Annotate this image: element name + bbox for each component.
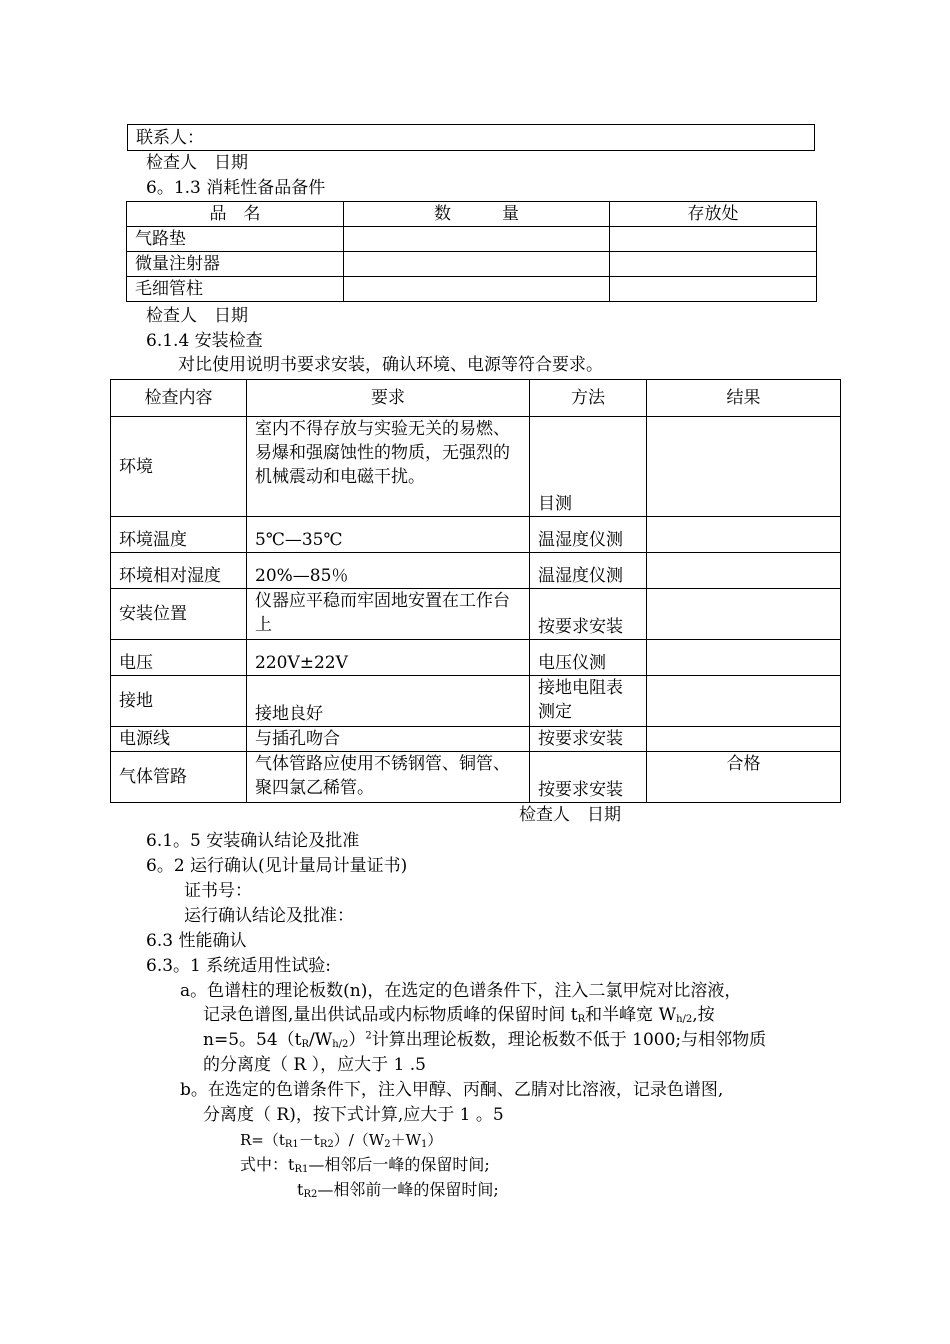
install-row-item: 接地 — [111, 676, 247, 727]
subscript: h/2 — [676, 1014, 693, 1025]
spares-row-location — [610, 252, 817, 277]
certificate-number: 证书号： — [184, 881, 252, 901]
install-row-item: 气体管路 — [111, 752, 247, 803]
where-line-1 — [240, 1154, 490, 1176]
spares-row-name: 气路垫 — [127, 227, 344, 252]
superscript: 2 — [365, 1030, 372, 1042]
section-6-3-title: 6.3 性能确认 — [146, 931, 247, 951]
install-header-req: 要求 — [247, 380, 530, 417]
install-row-method: 温湿度仪测 — [530, 517, 647, 553]
install-header-result: 结果 — [647, 380, 841, 417]
spares-table — [126, 201, 817, 302]
install-row-item: 电源线 — [111, 727, 247, 752]
section-6-2-title: 6。2 运行确认(见计量局计量证书) — [146, 856, 408, 876]
install-header-method: 方法 — [530, 380, 647, 417]
where-text: —相邻后一峰的保留时间; — [308, 1155, 490, 1174]
spares-row-location — [610, 277, 817, 302]
install-row-result — [647, 517, 841, 553]
para-a-text: n=5。54（t — [203, 1030, 302, 1050]
install-row-req: 室内不得存放与实验无关的易燃、易爆和强腐蚀性的物质，无强烈的机械震动和电磁干扰。 — [247, 417, 530, 517]
install-row-result — [647, 640, 841, 676]
para-a-line-3 — [203, 1029, 766, 1051]
formula-text: －t — [298, 1131, 320, 1149]
install-row-item: 安装位置 — [111, 589, 247, 640]
inspector-date-3: 检查人 日期 — [519, 805, 621, 825]
formula-text: ＋W — [390, 1131, 422, 1149]
install-row-method: 接地电阻表测定 — [530, 676, 647, 727]
where-text: t — [297, 1180, 304, 1199]
where-line-2 — [297, 1179, 499, 1201]
subscript: 1 — [421, 1139, 428, 1150]
install-row-req: 与插孔吻合 — [247, 727, 530, 752]
spares-row-location — [610, 227, 817, 252]
para-a-text: ,按 — [692, 1005, 715, 1025]
spares-row-name: 毛细管柱 — [127, 277, 344, 302]
para-a-text: ） — [348, 1030, 366, 1050]
install-row-result — [647, 417, 841, 517]
install-row-req: 5℃—35℃ — [247, 517, 530, 553]
inspector-date-2: 检查人 日期 — [146, 306, 248, 326]
spares-row-qty — [344, 252, 610, 277]
subscript: h/2 — [332, 1039, 349, 1050]
para-a-text: 和半峰宽 W — [585, 1005, 677, 1025]
install-row-result — [647, 676, 841, 727]
where-text: 式中：t — [240, 1155, 295, 1174]
install-table — [110, 379, 841, 803]
spares-row-qty — [344, 227, 610, 252]
install-row-req: 20%—85％ — [247, 553, 530, 589]
install-row-item: 环境 — [111, 417, 247, 517]
spares-header-name: 品 名 — [127, 202, 344, 227]
install-row-result — [647, 553, 841, 589]
install-row-item: 环境相对湿度 — [111, 553, 247, 589]
subscript: R1 — [284, 1139, 299, 1150]
install-header-item: 检查内容 — [111, 380, 247, 417]
para-b-line-2: 分离度（ R)，按下式计算,应大于 1 。5 — [203, 1105, 504, 1125]
install-row-method: 按要求安装 — [530, 589, 647, 640]
install-row-result: 合格 — [647, 752, 841, 803]
install-row-result — [647, 589, 841, 640]
install-row-method: 目测 — [530, 417, 647, 517]
spares-row-qty — [344, 277, 610, 302]
spares-header-qty: 数 量 — [344, 202, 610, 227]
contact-label: 联系人： — [128, 125, 815, 151]
para-a-line-1: a。色谱柱的理论板数(n)，在选定的色谱条件下，注入二氯甲烷对比溶液， — [180, 981, 742, 1001]
install-row-req: 接地良好 — [247, 676, 530, 727]
install-row-item: 电压 — [111, 640, 247, 676]
para-a-text: 记录色谱图,量出供试品或内标物质峰的保留时间 t — [203, 1005, 578, 1025]
install-row-item: 环境温度 — [111, 517, 247, 553]
subscript: R — [577, 1014, 586, 1025]
para-a-line-4: 的分离度（ R ），应大于 1 .5 — [203, 1055, 426, 1075]
install-intro: 对比使用说明书要求安装，确认环境、电源等符合要求。 — [178, 355, 603, 375]
resolution-formula — [240, 1129, 442, 1151]
where-text: —相邻前一峰的保留时间; — [317, 1180, 499, 1199]
section-6-3-1-title: 6.3。1 系统适用性试验: — [146, 956, 331, 976]
install-row-req: 气体管路应使用不锈钢管、铜管、聚四氯乙稀管。 — [247, 752, 530, 803]
install-row-req: 220V±22V — [247, 640, 530, 676]
install-row-method: 电压仪测 — [530, 640, 647, 676]
subscript: R2 — [303, 1189, 318, 1200]
section-6-1-4-title: 6.1.4 安装检查 — [146, 331, 263, 351]
section-6-1-3-title: 6。1.3 消耗性备品备件 — [146, 178, 326, 198]
subscript: R — [301, 1039, 310, 1050]
section-6-1-5-title: 6.1。5 安装确认结论及批准 — [146, 831, 360, 851]
formula-text: ）/（W — [333, 1131, 385, 1149]
install-row-method: 温湿度仪测 — [530, 553, 647, 589]
para-a-text: 计算出理论板数，理论板数不低于 1000;与相邻物质 — [371, 1030, 767, 1050]
inspector-date-1: 检查人 日期 — [146, 153, 248, 173]
para-a-text: /W — [309, 1030, 333, 1050]
contact-box — [127, 124, 815, 151]
formula-text: R=（t — [240, 1131, 285, 1149]
install-row-method: 按要求安装 — [530, 752, 647, 803]
subscript: 2 — [384, 1139, 391, 1150]
run-conclusion: 运行确认结论及批准： — [184, 906, 354, 926]
install-row-req: 仪器应平稳而牢固地安置在工作台上 — [247, 589, 530, 640]
para-b-line-1: b。在选定的色谱条件下，注入甲醇、丙酮、乙腈对比溶液，记录色谱图, — [180, 1080, 724, 1100]
spares-header-location: 存放处 — [610, 202, 817, 227]
install-row-result — [647, 727, 841, 752]
install-row-method: 按要求安装 — [530, 727, 647, 752]
subscript: R1 — [294, 1164, 309, 1175]
para-a-line-2 — [203, 1004, 715, 1026]
formula-text: ） — [427, 1131, 443, 1149]
spares-row-name: 微量注射器 — [127, 252, 344, 277]
subscript: R2 — [319, 1139, 334, 1150]
